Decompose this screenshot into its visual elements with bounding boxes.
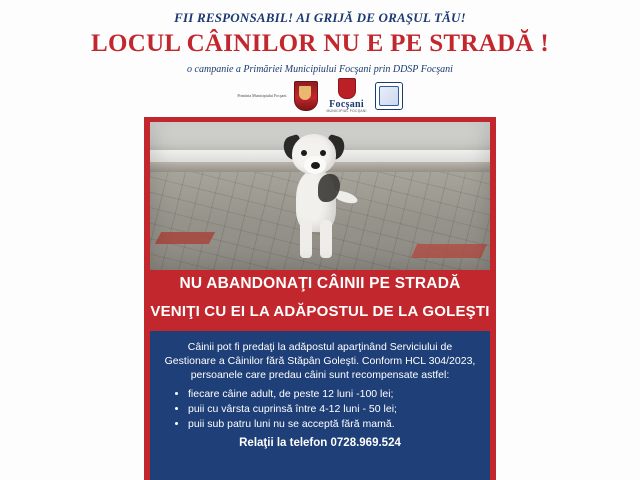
- dog-photo: [150, 122, 490, 270]
- info-intro: Câinii pot fi predaţi la adăpostul aparţinând Serviciului de Gestionare a Câinilor fără Stăpân Goleşti. Conform HCL 304/2023, persoanele care predau câini sunt recompensate astfel:: [164, 341, 476, 382]
- city-logo: [326, 78, 366, 114]
- city-logo-name: Focşani: [329, 99, 364, 111]
- headline-top: FII RESPONSABIL! AI GRIJĂ DE ORAŞUL TĂU!: [174, 10, 466, 25]
- photo-vignette: [150, 122, 490, 270]
- info-panel: [150, 331, 490, 480]
- call-to-action-line-1: NU ABANDONAŢI CÂINII PE STRADĂ: [179, 275, 461, 292]
- ddsp-logo-inner: [379, 86, 399, 106]
- red-card: [144, 114, 496, 480]
- contact-phone: Relaţii la telefon 0728.969.524: [239, 437, 401, 450]
- city-hall-label: Primăria Municipiului Focşani: [237, 92, 287, 98]
- headline-main: LOCUL CÂINILOR NU E PE STRADĂ !: [91, 30, 549, 57]
- campaign-subline: o campanie a Primăriei Municipiului Focşani prin DDSP Focşani: [187, 64, 453, 75]
- logo-row: [0, 80, 640, 112]
- city-logo-sub: MUNICIPIUL FOCŞANI: [326, 109, 367, 114]
- shield-icon: [338, 78, 356, 99]
- list-item: • fiecare câine adult, de peste 12 luni -100 lei;: [188, 387, 478, 402]
- ddsp-logo-icon: [375, 82, 403, 110]
- list-item: • puii cu vârsta cuprinsă între 4-12 luni - 50 lei;: [188, 402, 478, 417]
- coat-of-arms-icon: [294, 81, 318, 111]
- call-to-action-line-2: VENIŢI CU EI LA ADĂPOSTUL DE LA GOLEŞTI: [150, 303, 490, 320]
- info-bullet-list: [162, 387, 478, 433]
- list-item: • puii sub patru luni nu se acceptă fără mamă.: [188, 417, 478, 432]
